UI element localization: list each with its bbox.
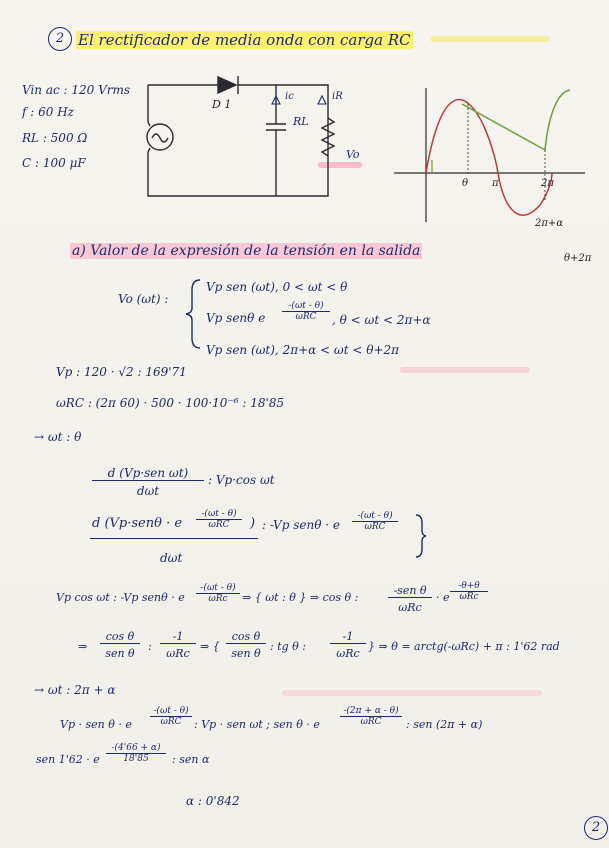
vo-case-3: Vp sen (ωt), 2π+α < ωt < θ+2π bbox=[206, 343, 400, 357]
case-alpha-label: → ωt : 2π + α bbox=[34, 683, 116, 697]
alpha-equation-2-rhs: : sen α bbox=[172, 753, 210, 766]
case-theta-label: → ωt : θ bbox=[34, 430, 82, 444]
neg-inverse-wrc-2: -1 ωRc bbox=[330, 630, 366, 660]
derivative-2-result: : -Vp senθ · e bbox=[262, 518, 340, 532]
cot-fraction-1: cos θ sen θ bbox=[100, 630, 140, 660]
alpha-equation-2-exponent: $\frac{-(4'66 + \alpha)}{18'85}$ bbox=[106, 743, 166, 764]
alpha-equation-1: Vp · sen θ · e bbox=[60, 718, 132, 731]
derivative-1-result: : Vp·cos ωt bbox=[208, 473, 275, 487]
page-number: 2 bbox=[584, 816, 608, 840]
waveform-plot bbox=[394, 88, 585, 222]
given-frequency: f : 60 Hz bbox=[22, 105, 74, 119]
fraction-bar bbox=[90, 538, 258, 539]
alpha-equation-2: sen 1'62 · e bbox=[36, 753, 100, 766]
implies-brace: ⇒ { bbox=[200, 640, 220, 653]
derivative-2-numerator: d (Vp·senθ · e bbox=[92, 516, 183, 531]
equate-derivatives: Vp cos ωt : -Vp senθ · e bbox=[56, 591, 185, 604]
diode-label: D 1 bbox=[212, 98, 232, 111]
theta-mark: θ bbox=[462, 178, 469, 189]
ir-label: iR bbox=[332, 91, 343, 102]
implies-arrow: ⇒ bbox=[78, 640, 88, 653]
equate-exponent: -(ωt - θ) ωRc bbox=[196, 583, 240, 604]
section-a-heading: a) Valor de la expresión de la tensión en la salida bbox=[72, 243, 421, 259]
alpha-equation-1-exponent-2: -(2π + α - θ) ωRC bbox=[340, 706, 402, 727]
ic-label: ic bbox=[285, 91, 294, 102]
vo-case-2-exponent: -(ωt - θ) ωRC bbox=[282, 301, 330, 322]
pi-mark: π bbox=[492, 178, 499, 189]
theta-result: } ⇒ θ = arctg(-ωRc) + π : 1'62 rad bbox=[368, 640, 560, 653]
theta-2pi-mark: θ+2π bbox=[564, 253, 592, 264]
vo-case-2-range: , θ < ωt < 2π+α bbox=[332, 313, 431, 327]
two-pi-mark: 2π bbox=[541, 178, 554, 189]
wrc-value: ωRC : (2π 60) · 500 · 100·10⁻⁶ : 18'85 bbox=[56, 396, 285, 410]
equate-substitution: ⇒ { ωt : θ } ⇒ cos θ : bbox=[242, 591, 359, 604]
rl-label: RL bbox=[293, 115, 309, 128]
equate-exp-term-exponent: -θ+θ ωRc bbox=[450, 581, 488, 602]
cot-fraction-2: cos θ sen θ bbox=[226, 630, 266, 660]
alpha-equation-1-exponent: -(ωt - θ) ωRC bbox=[150, 706, 192, 727]
vo-lhs: Vo (ωt) : bbox=[118, 292, 169, 306]
vo-case-2: Vp senθ e bbox=[206, 311, 266, 325]
equate-exp-term: · e bbox=[436, 591, 450, 604]
equate-fraction: -sen θ ωRc bbox=[388, 584, 432, 614]
given-capacitance: C : 100 μF bbox=[22, 156, 86, 170]
alpha-equation-1-rhs: : Vp · sen ωt ; sen θ · e bbox=[194, 718, 320, 731]
derivative-2-denominator: dωt bbox=[160, 551, 183, 565]
vo-case-1: Vp sen (ωt), 0 < ωt < θ bbox=[206, 280, 348, 294]
problem-number: 2 bbox=[48, 27, 72, 51]
tangent-equation: : tg θ : bbox=[270, 640, 306, 653]
vp-value: Vp : 120 · √2 : 169'71 bbox=[56, 365, 187, 379]
neg-inverse-wrc-1: -1 ωRc bbox=[160, 630, 196, 660]
alpha-equation-1-end: : sen (2π + α) bbox=[406, 718, 483, 731]
eq-colon: : bbox=[148, 640, 152, 653]
alpha-result: α : 0'842 bbox=[186, 794, 240, 808]
given-rl: RL : 500 Ω bbox=[22, 131, 88, 145]
derivative-1: d (Vp·sen ωt) dωt bbox=[92, 466, 204, 498]
derivative-2-result-exponent: -(ωt - θ) ωRC bbox=[352, 511, 398, 532]
derivative-2-exponent: -(ωt - θ) ωRC bbox=[196, 509, 242, 530]
given-vin: Vin ac : 120 Vrms bbox=[22, 83, 131, 97]
two-pi-alpha-mark: 2π+α bbox=[535, 218, 564, 229]
problem-title: El rectificador de media onda con carga RC bbox=[78, 31, 411, 49]
vo-label: Vo bbox=[346, 148, 360, 161]
derivative-2-close: ) bbox=[250, 516, 256, 531]
